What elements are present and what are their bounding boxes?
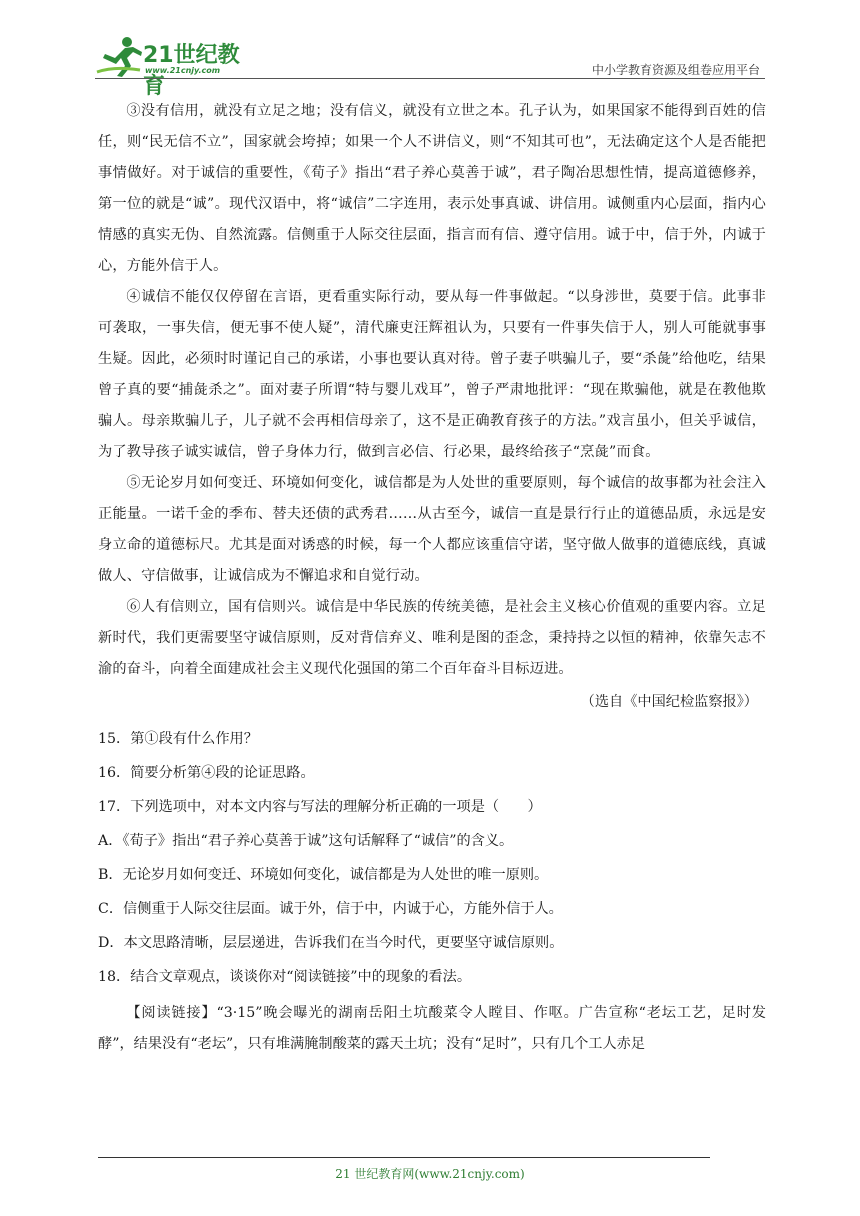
- footer-divider: [98, 1157, 710, 1158]
- question-17: 17．下列选项中，对本文内容与写法的理解分析正确的一项是（ ）: [98, 799, 542, 815]
- question-18: 18．结合文章观点，谈谈你对“阅读链接”中的现象的看法。: [98, 969, 472, 985]
- runner-logo-icon: [95, 36, 145, 78]
- paragraph-5: ⑤无论岁月如何变迁、环境如何变化，诚信都是为人处世的重要原则，每个诚信的故事都为社会注入正能量。一诺千金的季布、替夫还债的武秀君……从古至今，诚信一直是景行行止的道德品质，永远是安身立命的道德标尺。尤其是面对诱惑的时候，每一个人都应该重信守诺，坚守做人做事的道德底线，真诚做人、守信做事，让诚信成为不懈追求和自觉行动。: [98, 475, 766, 584]
- option-a: A．《荀子》指出“君子养心莫善于诚”这句话解释了“诚信”的含义。: [98, 833, 514, 849]
- question-15: 15．第①段有什么作用？: [98, 731, 258, 747]
- paragraph-6: ⑥人有信则立，国有信则兴。诚信是中华民族的传统美德，是社会主义核心价值观的重要内容。立足新时代，我们更需要坚守诚信原则，反对背信弃义、唯利是图的歪念，秉持持之以恒的精神，依靠矢志不渝的奋斗，向着全面建成社会主义现代化强国的第二个百年奋斗目标迈进。: [98, 599, 766, 677]
- paragraph-4: ④诚信不能仅仅停留在言语，更看重实际行动，要从每一件事做起。“以身涉世，莫要于信。此事非可袭取，一事失信，便无事不使人疑”，清代廉吏汪辉祖认为，只要有一件事失信于人，别人可能就事事生疑。因此，必须时时谨记自己的承诺，小事也要认真对待。曾子妻子哄骗儿子，要“杀彘”给他吃，结果曾子真的要“捕彘杀之”。面对妻子所谓“特与婴儿戏耳”，曾子严肃地批评：“现在欺骗他，就是在教他欺骗人。母亲欺骗儿子，儿子就不会再相信母亲了，这不是正确教育孩子的方法。”戏言虽小，但关乎诚信，为了教导孩子诚实诚信，曾子身体力行，做到言必信、行必果，最终给孩子“烹彘”而食。: [98, 289, 766, 460]
- footer-text[interactable]: 21 世纪教育网(www.21cnjy.com): [335, 1167, 525, 1181]
- option-b: B．无论岁月如何变迁、环境如何变化，诚信都是为人处世的唯一原则。: [98, 867, 549, 883]
- option-d: D．本文思路清晰，层层递进，告诉我们在当今时代，更要坚守诚信原则。: [98, 935, 564, 951]
- site-logo[interactable]: [95, 36, 260, 99]
- reading-link: 【阅读链接】“3·15”晚会曝光的湖南岳阳土坑酸菜令人瞠目、作呕。广告宣称“老坛工艺，足时发酵”，结果没有“老坛”，只有堆满腌制酸菜的露天土坑；没有“足时”，只有几个工人赤足: [98, 1005, 766, 1052]
- option-c: C．信侧重于人际交往层面。诚于外，信于中，内诚于心，方能外信于人。: [98, 901, 563, 917]
- paragraph-3: ③没有信用，就没有立足之地；没有信义，就没有立世之本。孔子认为，如果国家不能得到百姓的信任，则“民无信不立”，国家就会垮掉；如果一个人不讲信义，则“不知其可也”，无法确定这个人是否能把事情做好。对于诚信的重要性，《荀子》指出“君子养心莫善于诚”，君子陶冶思想性情，提高道德修养，第一位的就是“诚”。现代汉语中，将“诚信”二字连用，表示处事真诚、讲信用。诚侧重内心层面，指内心情感的真实无伪、自然流露。信侧重于人际交往层面，指言而有信、遵守信用。诚于中，信于外，内诚于心，方能外信于人。: [98, 103, 766, 274]
- page-header: [95, 30, 765, 99]
- article-source: （选自《中国纪检监察报》）: [580, 694, 758, 710]
- logo-url: www.21cnjy.com: [145, 66, 221, 75]
- platform-name: 中小学教育资源及组卷应用平台: [591, 63, 760, 77]
- question-16: 16．简要分析第④段的论证思路。: [98, 765, 315, 781]
- logo-text: 21世纪教育: [143, 43, 240, 99]
- header-divider: [95, 78, 765, 79]
- question-list: [98, 722, 766, 994]
- document-body: [98, 96, 766, 1060]
